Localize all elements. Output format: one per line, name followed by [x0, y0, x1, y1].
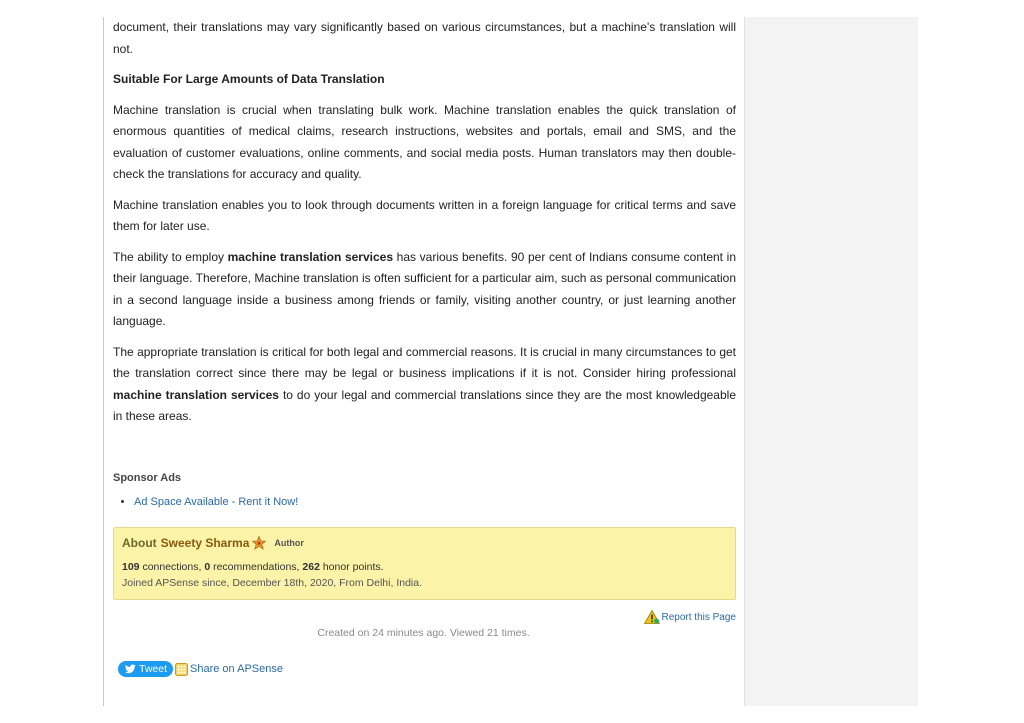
text-span: The ability to employ	[113, 249, 228, 264]
article-content	[113, 17, 736, 675]
ad-space-link[interactable]: Ad Space Available - Rent it Now!	[134, 496, 299, 508]
recommendations-count: 0	[204, 561, 211, 573]
honor-points-label: honor points.	[319, 561, 384, 573]
connections-label: connections,	[139, 561, 205, 573]
sponsor-ads-title: Sponsor Ads	[113, 472, 182, 484]
about-author-box	[113, 527, 736, 600]
article-paragraph-ability	[113, 247, 736, 333]
report-page-label: Report this Page	[661, 611, 736, 623]
sponsor-ads-list	[113, 496, 298, 508]
recommendations-label: recommendations,	[210, 561, 303, 573]
text-span: The appropriate translation is critical for both legal and commercial reasons. It is crucial in many circumstances to get the translation correct since there may be legal or business implications if it is not. Consider hiring professional	[113, 344, 736, 380]
tweet-label: Tweet	[139, 663, 168, 675]
article-paragraph-intro: document, their translations may vary significantly based on various circumstances, but a machine's translation will not.	[113, 20, 736, 56]
share-bar	[118, 661, 283, 677]
author-badge: Author	[274, 538, 304, 548]
author-joined: Joined APSense since, December 18th, 2020, From Delhi, India.	[122, 577, 422, 589]
article-paragraph-bulk: Machine translation is crucial when translating bulk work. Machine translation enables the quick translation of enormous quantities of medical claims, research instructions, websites and portals, email and SMS, and the evaluation of customer evaluations, online comments, and social media posts. Human translators may then double-check the translations for accuracy and quality.	[113, 102, 736, 181]
right-sidebar	[745, 17, 918, 706]
share-on-apsense-link[interactable]: Share on APSense	[190, 663, 283, 675]
about-label: About	[122, 536, 157, 550]
author-stats	[122, 561, 384, 573]
article-paragraph-foreign: Machine translation enables you to look through documents written in a foreign language for critical terms and save them for later use.	[113, 197, 736, 233]
about-author-line	[122, 536, 304, 550]
author-name-link[interactable]: Sweety Sharma	[160, 536, 250, 550]
text-span: has various benefits. 90 per cent of Indians consume content in their language. Therefore, Machine translation is often sufficient for a particular aim, such as personal communication in a second language inside a business among friends or family, visiting another country, or just learning another language.	[113, 249, 736, 328]
twitter-bird-icon	[125, 664, 136, 674]
list-item	[134, 496, 298, 508]
tweet-button[interactable]	[118, 661, 173, 677]
report-page-link[interactable]	[644, 610, 737, 624]
article-subheading: Suitable For Large Amounts of Data Translation	[113, 72, 385, 86]
keyword-machine-translation: machine translation services	[227, 249, 394, 264]
honor-points-count: 262	[302, 561, 320, 573]
connections-count: 109	[122, 561, 140, 573]
article-paragraph-appropriate	[113, 342, 736, 428]
text-span: to do your legal and commercial translations since they are the most knowledgeable in these areas.	[113, 387, 736, 423]
created-info: Created on 24 minutes ago. Viewed 21 times.	[317, 627, 530, 639]
warning-icon	[644, 610, 660, 624]
keyword-machine-translation: machine translation services	[113, 387, 279, 402]
star-icon	[252, 536, 266, 550]
apsense-icon	[175, 663, 188, 676]
content-left-border	[103, 17, 104, 706]
